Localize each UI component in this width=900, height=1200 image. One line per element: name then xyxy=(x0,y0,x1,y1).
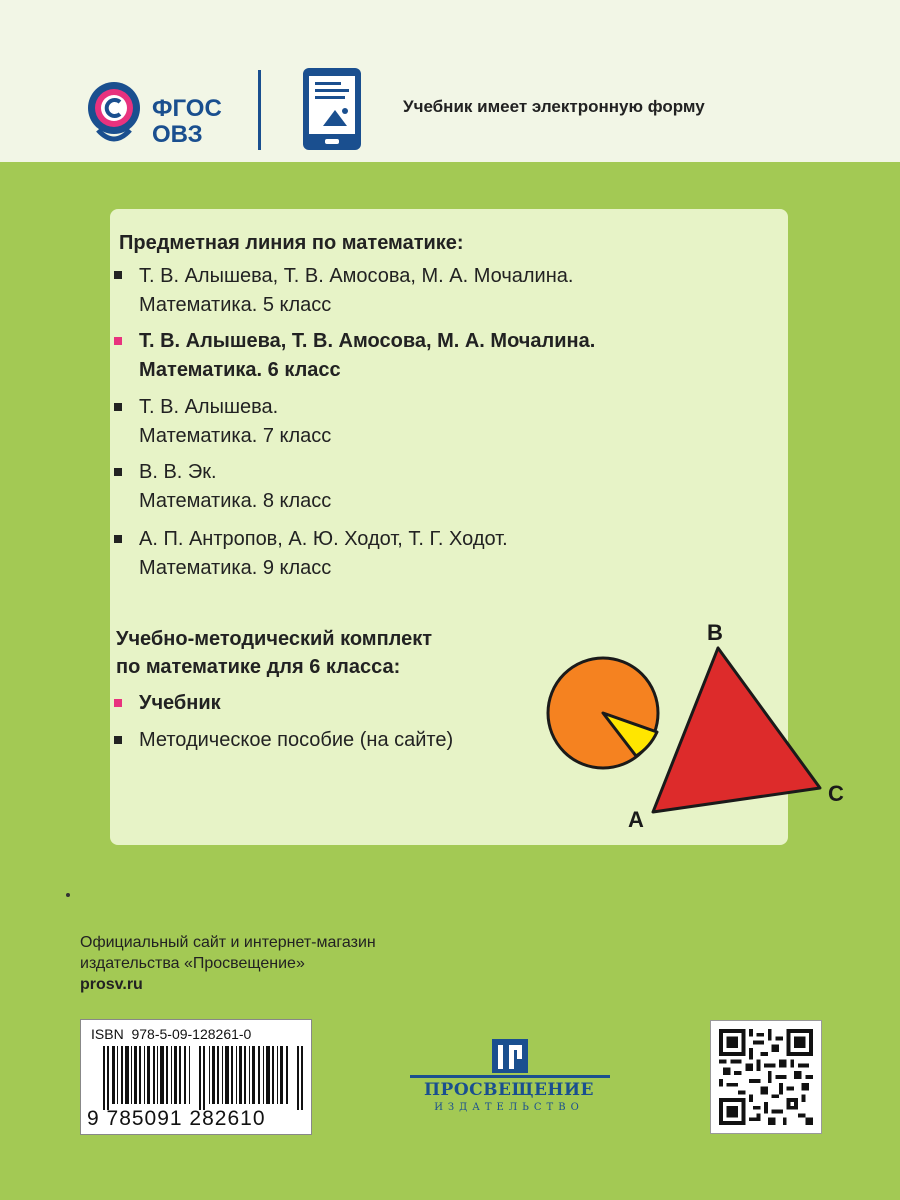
isbn-value: 978-5-09-128261-0 xyxy=(131,1026,252,1042)
header-divider xyxy=(258,70,261,150)
list-bullet xyxy=(114,403,122,411)
list-bullet-current xyxy=(114,337,122,345)
site-url: prosv.ru xyxy=(80,976,143,993)
site-line-1: Официальный сайт и интернет-магазин xyxy=(80,934,376,951)
series-item-authors: В. В. Эк. xyxy=(139,461,217,483)
pie-circle-icon xyxy=(548,658,658,768)
list-bullet xyxy=(114,271,122,279)
kit-item-manual: Методическое пособие (на сайте) xyxy=(139,729,454,751)
series-item-grade-5 xyxy=(139,262,573,320)
series-item-title: Математика. 6 класс xyxy=(139,359,341,381)
isbn-label: ISBN xyxy=(91,1026,124,1042)
series-item-authors: А. П. Антропов, А. Ю. Ходот, Т. Г. Ходот. xyxy=(139,528,508,550)
site-line-2: издательства «Просвещение» xyxy=(80,955,305,972)
triangle-shape xyxy=(653,648,820,812)
series-item-title: Математика. 8 класс xyxy=(139,490,332,512)
series-item-grade-8 xyxy=(139,458,331,516)
barcode-digits: 9 785091 282610 xyxy=(87,1107,266,1130)
publisher-site-info xyxy=(80,932,376,995)
series-item-authors: Т. В. Алышева, Т. В. Амосова, М. А. Мочалина. xyxy=(139,265,574,287)
vertex-b-label: B xyxy=(707,620,723,645)
list-bullet xyxy=(114,535,122,543)
list-bullet xyxy=(114,736,122,744)
decorative-dot xyxy=(66,893,70,897)
kit-heading-line-1: Учебно-методический комплект xyxy=(116,628,433,650)
isbn-line xyxy=(91,1026,251,1042)
eform-note: Учебник имеет электронную форму xyxy=(403,97,705,116)
publisher-name: ПРОСВЕЩЕНИЕ xyxy=(423,1080,595,1100)
barcode-bars xyxy=(103,1046,303,1110)
series-item-grade-6 xyxy=(139,327,595,385)
series-item-grade-9 xyxy=(139,525,508,583)
fgos-line-1: ФГОС xyxy=(152,95,222,122)
vertex-c-label: C xyxy=(828,781,844,806)
kit-heading xyxy=(116,625,432,681)
vertex-a-label: A xyxy=(628,807,644,832)
publisher-subtitle: ИЗДАТЕЛЬСТВО xyxy=(434,1102,584,1113)
qr-code xyxy=(710,1020,822,1134)
geometry-illustration xyxy=(540,610,870,840)
fgos-logo-icon xyxy=(84,78,144,144)
series-item-title: Математика. 5 класс xyxy=(139,294,332,316)
isbn-barcode xyxy=(80,1019,312,1135)
series-item-grade-7 xyxy=(139,393,331,451)
series-item-authors: Т. В. Алышева. xyxy=(139,396,279,418)
list-bullet xyxy=(114,468,122,476)
series-item-authors: Т. В. Алышева, Т. В. Амосова, М. А. Мочалина. xyxy=(139,330,596,352)
fgos-label xyxy=(152,96,222,148)
list-bullet-current xyxy=(114,699,122,707)
series-heading: Предметная линия по математике: xyxy=(119,232,464,254)
series-item-title: Математика. 7 класс xyxy=(139,425,332,447)
tablet-icon xyxy=(301,66,363,152)
series-item-title: Математика. 9 класс xyxy=(139,557,332,579)
qr-code-icon xyxy=(719,1029,813,1125)
fgos-line-2: ОВЗ xyxy=(152,121,203,148)
kit-item-textbook: Учебник xyxy=(139,692,221,714)
kit-heading-line-2: по математике для 6 класса: xyxy=(116,656,401,678)
